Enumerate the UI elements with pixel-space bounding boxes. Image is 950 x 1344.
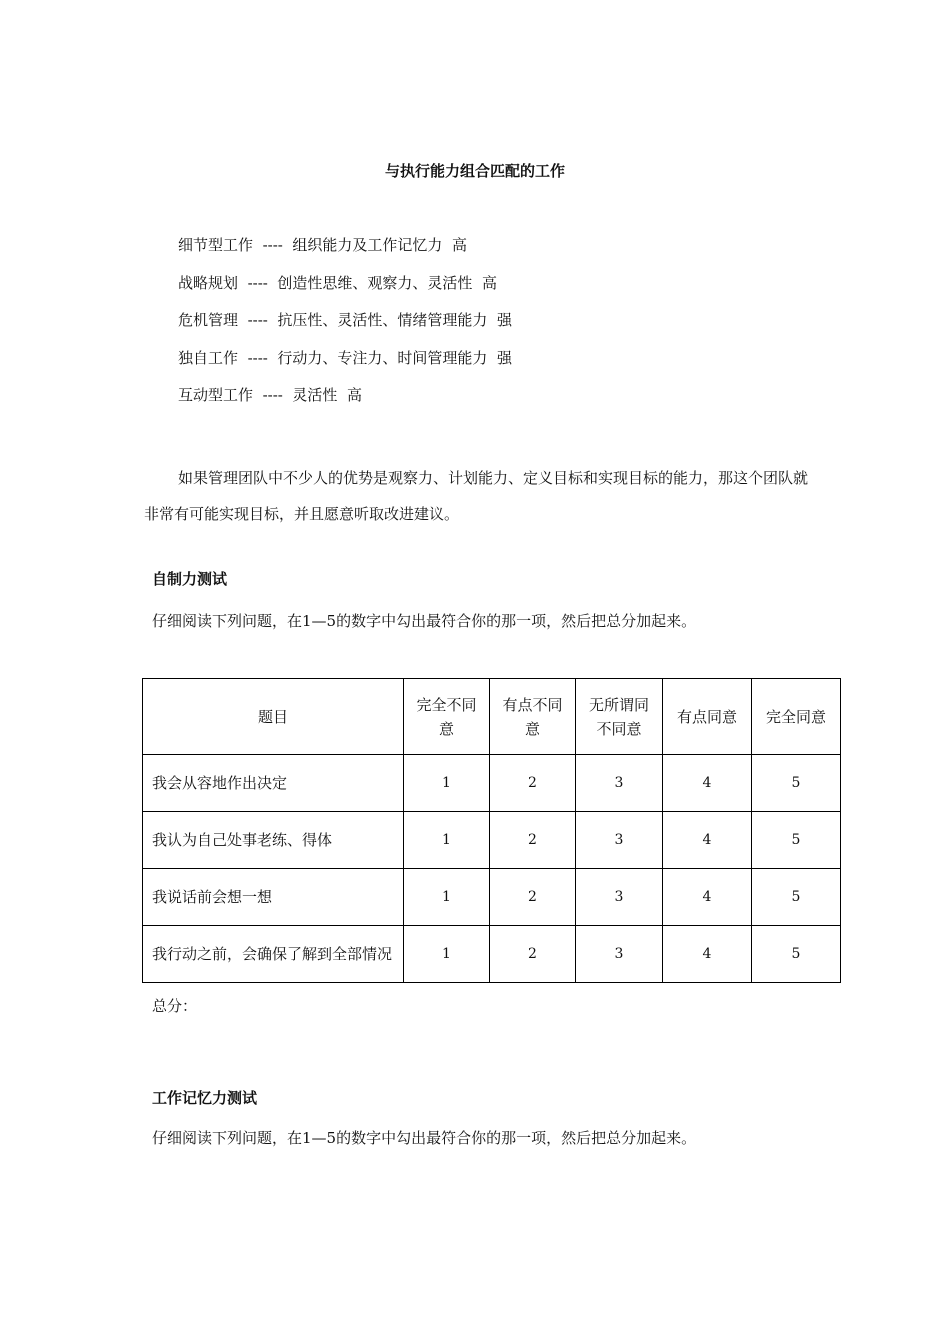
team-paragraph: 如果管理团队中不少人的优势是观察力、计划能力、定义目标和实现目标的能力，那这个团队就非常有可能实现目标，并且愿意听取改进建议。 [144,469,809,523]
list-item [178,235,512,273]
self-control-heading: 自制力测试 [152,570,228,588]
score-option[interactable]: 3 [576,869,663,926]
self-control-instruction: 仔细阅读下列问题，在1—5的数字中勾出最符合你的那一项，然后把总分加起来。 [152,612,697,630]
header-strongly-disagree: 完全不同意 [404,679,490,755]
job-name: 细节型工作 [178,236,254,254]
score-option[interactable]: 1 [404,755,490,812]
list-item [178,348,512,386]
separator: ---- [262,386,283,404]
job-ability-list [178,235,512,423]
self-control-table [142,678,841,983]
table-row [143,869,841,926]
ability-list: 灵活性 [292,386,338,404]
score-option[interactable]: 5 [752,755,841,812]
score-option[interactable]: 5 [752,926,841,983]
job-name: 互动型工作 [178,386,254,404]
score-option[interactable]: 1 [404,926,490,983]
header-strongly-agree: 完全同意 [752,679,841,755]
table-row [143,926,841,983]
header-question: 题目 [143,679,404,755]
table-header-row [143,679,841,755]
ability-list: 抗压性、灵活性、情绪管理能力 [277,311,488,329]
working-memory-instruction: 仔细阅读下列问题，在1—5的数字中勾出最符合你的那一项，然后把总分加起来。 [152,1129,697,1147]
total-score-label: 总分： [152,997,198,1015]
question-cell: 我说话前会想一想 [143,869,404,926]
ability-level: 高 [346,386,362,404]
score-option[interactable]: 1 [404,869,490,926]
score-option[interactable]: 2 [490,812,576,869]
header-somewhat-disagree: 有点不同意 [490,679,576,755]
score-option[interactable]: 4 [663,869,752,926]
score-option[interactable]: 3 [576,926,663,983]
ability-list: 创造性思维、观察力、灵活性 [277,273,473,292]
score-option[interactable]: 1 [404,812,490,869]
ability-list: 组织能力及工作记忆力 [292,236,443,254]
separator: ---- [247,273,268,292]
question-cell: 我认为自己处事老练、得体 [143,812,404,869]
header-neutral: 无所谓同不同意 [576,679,663,755]
list-item [178,310,512,348]
job-name: 独自工作 [178,348,239,367]
table-row [143,812,841,869]
working-memory-heading: 工作记忆力测试 [152,1089,258,1107]
ability-level: 强 [496,348,512,367]
ability-level: 强 [496,311,512,329]
question-cell: 我会从容地作出决定 [143,755,404,812]
score-option[interactable]: 4 [663,926,752,983]
page-title: 与执行能力组合匹配的工作 [384,162,565,180]
ability-level: 高 [481,273,497,292]
question-cell: 我行动之前，会确保了解到全部情况 [143,926,404,983]
score-option[interactable]: 2 [490,926,576,983]
header-somewhat-agree: 有点同意 [663,679,752,755]
ability-list: 行动力、专注力、时间管理能力 [277,348,488,367]
separator: ---- [262,236,283,254]
score-option[interactable]: 3 [576,812,663,869]
score-option[interactable]: 5 [752,869,841,926]
ability-level: 高 [451,236,467,254]
table-row [143,755,841,812]
score-option[interactable]: 2 [490,755,576,812]
score-option[interactable]: 4 [663,755,752,812]
list-item [178,273,512,311]
score-option[interactable]: 4 [663,812,752,869]
job-name: 战略规划 [178,273,239,292]
score-option[interactable]: 5 [752,812,841,869]
score-option[interactable]: 2 [490,869,576,926]
score-option[interactable]: 3 [576,755,663,812]
job-name: 危机管理 [178,311,239,329]
separator: ---- [247,348,268,367]
separator: ---- [247,311,268,329]
list-item [178,385,512,423]
